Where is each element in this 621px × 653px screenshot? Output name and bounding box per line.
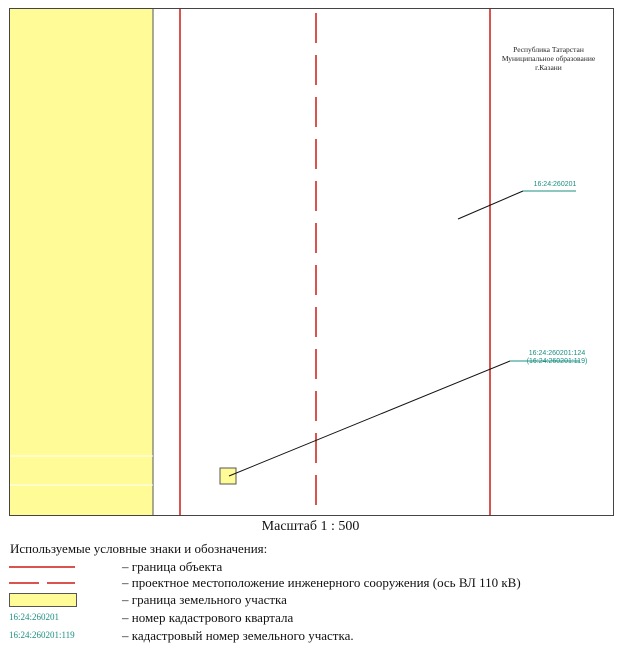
legend-item-text: – номер кадастрового квартала xyxy=(122,610,294,625)
small-parcel xyxy=(220,468,236,484)
legend-item-object-boundary xyxy=(9,559,609,575)
region-line-3: г.Казани xyxy=(535,63,562,72)
cadastral-map xyxy=(9,8,614,516)
cadastral-quarter-label: 16:24:260201 xyxy=(533,181,577,188)
parcel-number-line-2: (16:24:260201:119) xyxy=(526,358,588,365)
region-line-2: Муниципальное образование xyxy=(501,54,596,63)
quarter-code-sample xyxy=(9,610,79,626)
region-line-1: Республика Татарстан xyxy=(513,45,584,54)
legend-item-land-parcel xyxy=(9,592,609,608)
map-drawing xyxy=(10,9,613,515)
legend-item-quarter-number xyxy=(9,610,609,626)
legend-title: Используемые условные знаки и обозначения: xyxy=(10,541,268,556)
legend-item-parcel-number xyxy=(9,628,609,644)
scale-label: Масштаб 1 : 500 xyxy=(261,519,360,534)
yellow-parcel-symbol xyxy=(9,592,79,608)
legend-item-text: – проектное местоположение инженерного сооружения (ось ВЛ 110 кВ) xyxy=(122,575,521,590)
parcel-code-text: 16:24:260201:119 xyxy=(9,630,75,640)
parcel-leader-line xyxy=(229,361,510,476)
legend-item-text: – граница земельного участка xyxy=(122,592,287,607)
legend-item-text: – граница объекта xyxy=(122,559,223,574)
parcel-fill-left xyxy=(10,9,153,515)
region-label xyxy=(496,45,601,72)
dashed-red-line-symbol xyxy=(9,575,79,591)
parcel-number-label xyxy=(512,350,602,366)
legend-item-power-line xyxy=(9,575,609,591)
solid-red-line-symbol xyxy=(9,559,79,575)
parcel-code-sample xyxy=(9,628,79,644)
parcel-number-line-1: 16:24:260201:124 xyxy=(528,350,586,357)
quarter-code-text: 16:24:260201 xyxy=(9,612,60,622)
legend-item-text: – кадастровый номер земельного участка. xyxy=(122,628,354,643)
